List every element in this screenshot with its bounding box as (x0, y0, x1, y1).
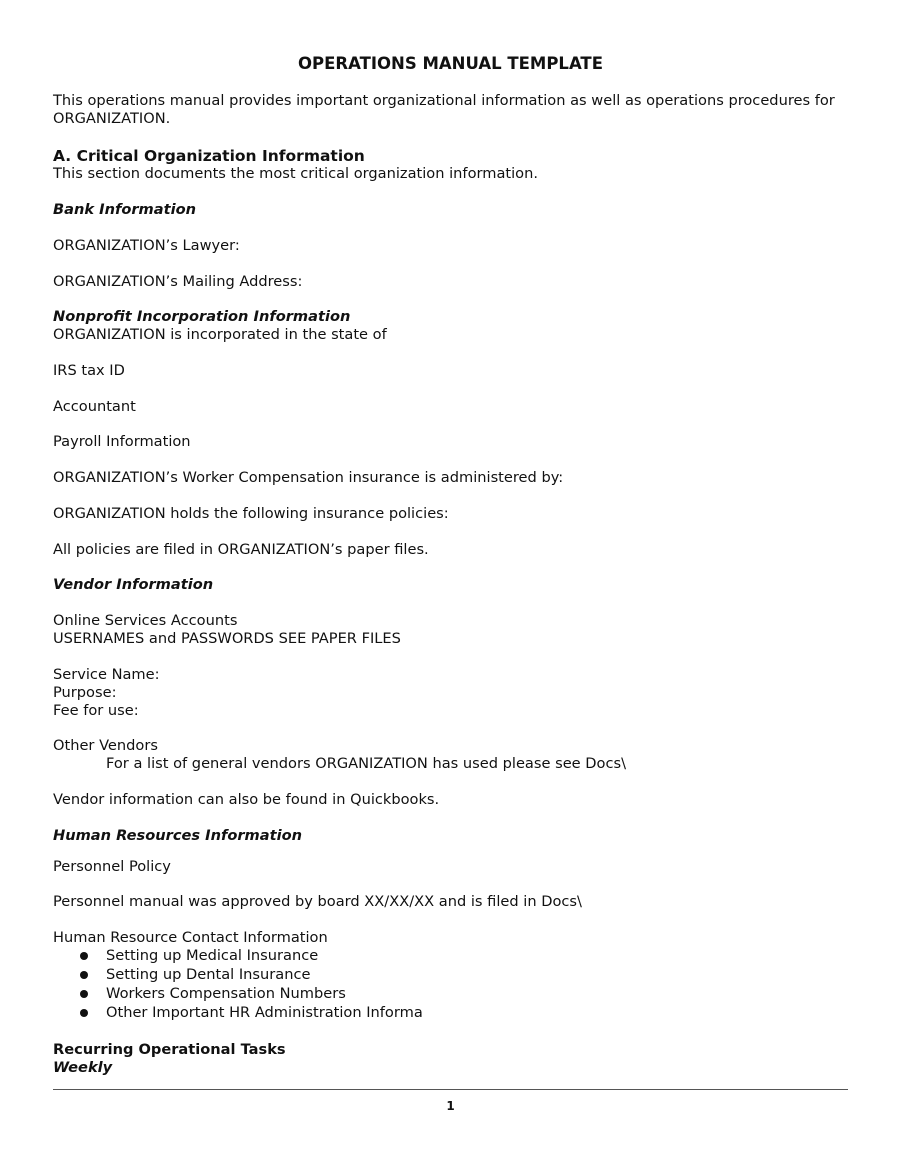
policies-filed-note: All policies are filed in ORGANIZATION’s paper files. (53, 541, 429, 558)
vendor-list-note: For a list of general vendors ORGANIZATION has used please see Docs\ (106, 755, 626, 772)
other-vendors-label: Other Vendors (53, 737, 158, 754)
bullet-icon (80, 971, 88, 979)
personnel-manual-note: Personnel manual was approved by board XX/XX/XX and is filed in Docs\ (53, 893, 582, 910)
payroll-information-field: Payroll Information (53, 433, 191, 450)
vendor-information-heading: Vendor Information (53, 576, 214, 593)
recurring-tasks-heading: Recurring Operational Tasks (53, 1041, 286, 1058)
weekly-subheading: Weekly (53, 1059, 113, 1076)
service-name-field: Service Name: (53, 666, 160, 683)
lawyer-field: ORGANIZATION’s Lawyer: (53, 237, 240, 254)
incorporation-state-field: ORGANIZATION is incorporated in the state of (53, 326, 387, 343)
footer-divider (53, 1089, 848, 1090)
irs-tax-id-field: IRS tax ID (53, 362, 125, 379)
list-item: Setting up Medical Insurance (106, 947, 319, 964)
intro-text-line-1: This operations manual provides important organizational information as well as operations procedures for (53, 92, 835, 109)
purpose-field: Purpose: (53, 684, 117, 701)
section-a-description: This section documents the most critical organization information. (53, 165, 538, 182)
fee-field: Fee for use: (53, 702, 139, 719)
section-a-heading: A. Critical Organization Information (53, 147, 365, 165)
intro-text-line-2: ORGANIZATION. (53, 110, 171, 127)
bullet-icon (80, 1009, 88, 1017)
mailing-address-field: ORGANIZATION’s Mailing Address: (53, 273, 303, 290)
list-item: Setting up Dental Insurance (106, 966, 311, 983)
nonprofit-heading: Nonprofit Incorporation Information (53, 308, 351, 325)
hr-information-heading: Human Resources Information (53, 827, 302, 844)
insurance-policies-field: ORGANIZATION holds the following insurance policies: (53, 505, 449, 522)
quickbooks-note: Vendor information can also be found in Quickbooks. (53, 791, 440, 808)
page-title: OPERATIONS MANUAL TEMPLATE (298, 54, 603, 73)
list-item: Other Important HR Administration Informa (106, 1004, 423, 1021)
passwords-note: USERNAMES and PASSWORDS SEE PAPER FILES (53, 630, 401, 647)
online-services-label: Online Services Accounts (53, 612, 238, 629)
hr-contact-label: Human Resource Contact Information (53, 929, 328, 946)
bank-information-heading: Bank Information (53, 201, 196, 218)
page-number: 1 (446, 1099, 455, 1113)
list-item: Workers Compensation Numbers (106, 985, 346, 1002)
personnel-policy-label: Personnel Policy (53, 858, 171, 875)
accountant-field: Accountant (53, 398, 136, 415)
bullet-icon (80, 952, 88, 960)
bullet-icon (80, 990, 88, 998)
workers-comp-field: ORGANIZATION’s Worker Compensation insurance is administered by: (53, 469, 564, 486)
